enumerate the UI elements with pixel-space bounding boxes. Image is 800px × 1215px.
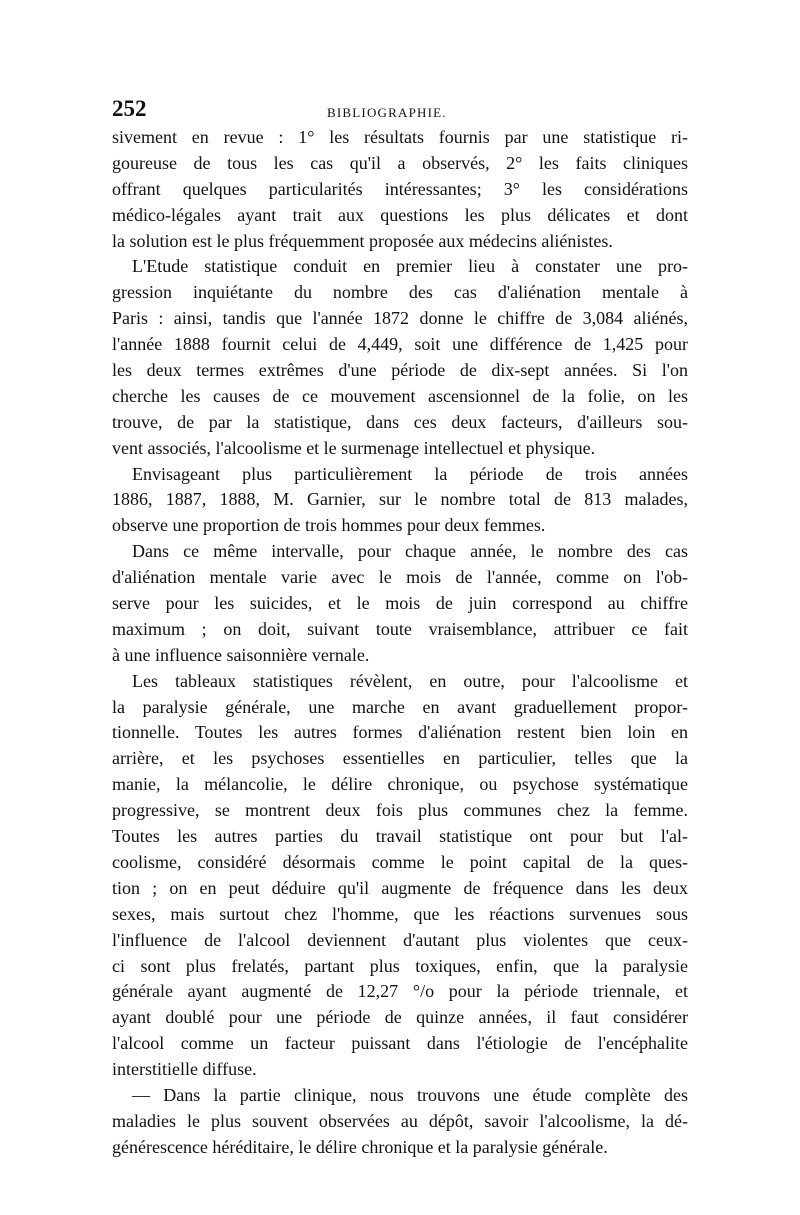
text-line: Envisageant plus particulièrement la période de trois années	[132, 463, 688, 484]
text-line: coolisme, considéré désormais comme le point capital de la ques-	[112, 851, 688, 872]
text-line: — Dans la partie clinique, nous trouvons une étude complète des	[132, 1084, 688, 1105]
running-title: BIBLIOGRAPHIE.	[327, 105, 447, 120]
text-line: Paris : ainsi, tandis que l'année 1872 donne le chiffre de 3,084 aliénés,	[112, 308, 688, 329]
text-line: les deux termes extrêmes d'une période de dix-sept années. Si l'on	[112, 360, 688, 381]
text-line: trouve, de par la statistique, dans ces deux facteurs, d'ailleurs sou-	[112, 411, 688, 432]
page-number: 252	[112, 96, 147, 121]
text-line: maladies le plus souvent observées au dépôt, savoir l'alcoolisme, la dé-	[112, 1110, 688, 1131]
text-line: manie, la mélancolie, le délire chronique, ou psychose systématique	[112, 774, 688, 795]
text-line: ayant doublé pour une période de quinze années, il faut considérer	[112, 1007, 688, 1028]
text-line: sexes, mais surtout chez l'homme, que les réactions survenues sous	[112, 903, 688, 924]
text-line: arrière, et les psychoses essentielles en particulier, telles que la	[112, 748, 688, 769]
text-line: générescence héréditaire, le délire chronique et la paralysie générale.	[112, 1136, 608, 1157]
text-line: d'aliénation mentale varie avec le mois de l'année, comme on l'ob-	[112, 567, 688, 588]
text-line: 1886, 1887, 1888, M. Garnier, sur le nombre total de 813 malades,	[112, 489, 688, 510]
text-line: Dans ce même intervalle, pour chaque année, le nombre des cas	[132, 541, 688, 562]
text-line: serve pour les suicides, et le mois de juin correspond au chiffre	[112, 593, 688, 614]
text-line: ci sont plus frelatés, partant plus toxiques, enfin, que la paralysie	[112, 955, 688, 976]
text-line: interstitielle diffuse.	[112, 1059, 257, 1080]
text-line: l'année 1888 fournit celui de 4,449, soit une différence de 1,425 pour	[112, 334, 688, 355]
text-line: progressive, se montrent deux fois plus communes chez la femme.	[112, 800, 688, 821]
text-line: observe une proportion de trois hommes pour deux femmes.	[112, 515, 546, 536]
text-line: gression inquiétante du nombre des cas d'aliénation mentale à	[112, 282, 688, 303]
text-line: L'Etude statistique conduit en premier lieu à constater une pro-	[132, 256, 688, 277]
text-line: générale ayant augmenté de 12,27 °/o pour la période triennale, et	[112, 981, 688, 1002]
text-line: maximum ; on doit, suivant toute vraisemblance, attribuer ce fait	[112, 618, 688, 639]
text-line: l'influence de l'alcool deviennent d'autant plus violentes que ceux-	[112, 929, 688, 950]
text-line: cherche les causes de ce mouvement ascensionnel de la folie, on les	[112, 385, 688, 406]
text-line: vent associés, l'alcoolisme et le surmenage intellectuel et physique.	[112, 437, 596, 458]
text-line: offrant quelques particularités intéressantes; 3° les considérations	[112, 178, 688, 199]
text-line: tionnelle. Toutes les autres formes d'aliénation restent bien loin en	[112, 722, 688, 743]
text-line: Toutes les autres parties du travail statistique ont pour but l'al-	[112, 826, 688, 847]
text-line: la solution est le plus fréquemment proposée aux médecins aliénistes.	[112, 230, 613, 251]
text-line: à une influence saisonnière vernale.	[112, 644, 370, 665]
body-text	[112, 125, 688, 1161]
text-line: médico-légales ayant trait aux questions les plus délicates et dont	[112, 204, 688, 225]
text-line: goureuse de tous les cas qu'il a observés, 2° les faits cliniques	[112, 152, 688, 173]
text-line: sivement en revue : 1° les résultats fournis par une statistique ri-	[112, 127, 688, 147]
text-line: tion ; on en peut déduire qu'il augmente de fréquence dans les deux	[112, 877, 688, 898]
text-line: la paralysie générale, une marche en avant graduellement propor-	[112, 696, 688, 717]
page-header	[112, 96, 688, 128]
text-line: Les tableaux statistiques révèlent, en outre, pour l'alcoolisme et	[132, 670, 688, 691]
text-line: l'alcool comme un facteur puissant dans l'étiologie de l'encéphalite	[112, 1033, 688, 1054]
